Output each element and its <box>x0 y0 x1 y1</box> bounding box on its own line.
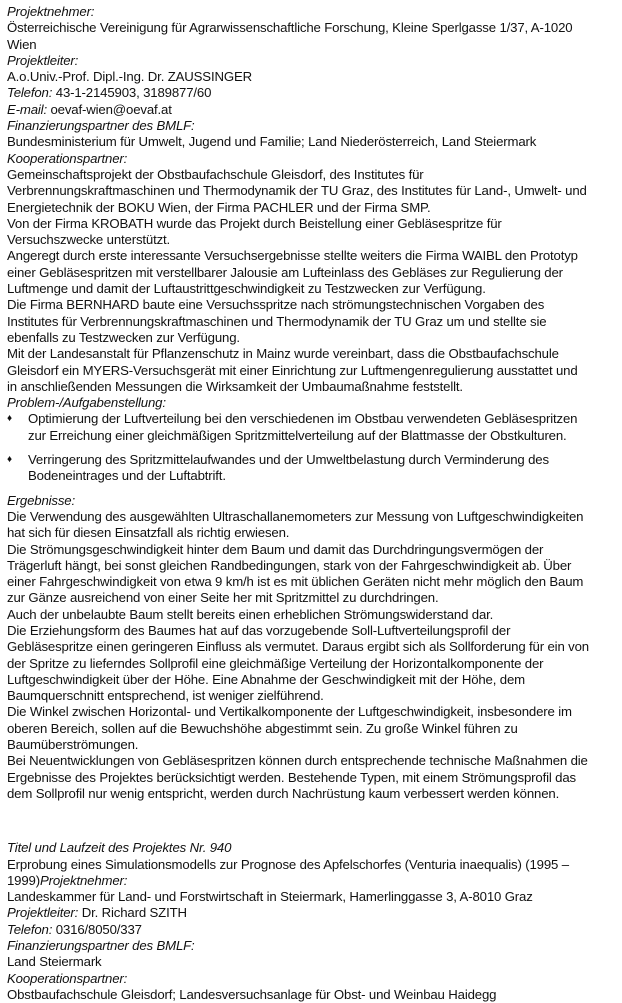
ergebnisse-line: Baumquerschnitt entsprechend, ist weniger zielführend. <box>7 688 324 704</box>
diamond-bullet-icon: ♦ <box>7 454 12 466</box>
ergebnisse-line: Die Erziehungsform des Baumes hat auf das vorzugebende Soll-Luftverteilungsprofil der <box>7 622 511 638</box>
ergebnisse-line: Luftgeschwindigkeit über der Höhe. Eine Abnahme der Geschwindigkeit mit der Höhe, dem <box>7 671 525 687</box>
bullet-line: Optimierung der Luftverteilung bei den verschiedenen im Obstbau verwendeten Gebläsespritzen <box>28 411 578 427</box>
kooperation-line: einer Gebläsespritzen mit verstellbarer Jalousie am Lufteinlass des Gebläses zur Regulierung der <box>7 264 563 280</box>
finanzierung-label: Finanzierungspartner des BMLF: <box>7 938 195 954</box>
ergebnisse-text <box>7 509 619 802</box>
problem-bullet-item <box>7 452 619 485</box>
titel-and-projektnehmer-row <box>7 873 619 889</box>
kooperation-label: Kooperationspartner: <box>7 970 128 986</box>
kooperation-line: Gleisdorf ein MYERS-Versuchsgerät mit einer Einrichtung zur Luftmengenregulierung ausstattet und <box>7 362 578 378</box>
kooperation-value: Obstbaufachschule Gleisdorf; Landesversuchsanlage für Obst- und Weinbau Haidegg <box>7 986 497 1002</box>
ergebnisse-line: Auch der unbelaubte Baum stellt bereits einen erheblichen Strömungswiderstand dar. <box>7 606 494 622</box>
ergebnisse-line: einer Fahrgeschwindigkeit von etwa 9 km/h ist es mit üblichen Geräten nicht mehr möglich den Baum <box>7 574 584 590</box>
telefon-row <box>7 922 619 938</box>
ergebnisse-line: Gebläsespritze einen geringeren Einfluss als vermutet. Daraus ergibt sich als Sollforderung für ein von <box>7 639 589 655</box>
bullet-line: Verringerung des Spritzmittelaufwandes und der Umweltbelastung durch Verminderung des <box>28 452 549 468</box>
problem-label: Problem-/Aufgabenstellung: <box>7 395 166 411</box>
projektleiter-value: A.o.Univ.-Prof. Dipl.-Ing. Dr. ZAUSSINGER <box>7 69 252 85</box>
titel-label: Titel und Laufzeit des Projektes Nr. 940 <box>7 840 232 856</box>
ergebnisse-line: der Spritze zu lieferndes Sollprofil eine gleichmäßige Verteilung der Horizontalkomponente der <box>7 655 544 671</box>
bullet-line: zur Erreichung einer gleichmäßigen Spritzmittelverteilung auf der Blattmasse der Obstkulturen. <box>28 427 567 443</box>
kooperation-line: Energietechnik der BOKU Wien, der Firma PACHLER und der Firma SMP. <box>7 199 431 215</box>
section-spacer <box>7 802 619 840</box>
kooperation-line: Gemeinschaftsprojekt der Obstbaufachschule Gleisdorf, des Institutes für <box>7 166 424 182</box>
projektnehmer-label: Projektnehmer: <box>7 4 95 19</box>
titel-value-end: 1999) <box>7 872 40 888</box>
telefon-value: 43-1-2145903, 3189877/60 <box>52 85 212 101</box>
projektleiter-label: Projektleiter: <box>7 52 79 68</box>
kooperation-line: Institutes für Verbrennungskraftmaschinen und Thermodynamik der TU Graz um und stellte sie <box>7 313 547 329</box>
problem-bullet-item <box>7 411 619 444</box>
ergebnisse-line: oberen Bereich, sollen auf die Bewuchshöhe abgestimmt sein. Zu große Winkel führen zu <box>7 720 518 736</box>
ergebnisse-line: Trägerluft hängt, bei sonst gleichen Randbedingungen, stark von der Fahrgeschwindigkeit ab. Über <box>7 557 572 573</box>
ergebnisse-line: Baumüberströmungen. <box>7 737 139 753</box>
projektnehmer-value-line: Wien <box>7 36 37 52</box>
kooperation-line: Mit der Landesanstalt für Pflanzenschutz in Mainz wurde vereinbart, dass die Obstbaufachschule <box>7 346 559 362</box>
ergebnisse-line: hat sich für diesen Einsatzfall als richtig erwiesen. <box>7 525 290 541</box>
projektleiter-row <box>7 905 619 921</box>
ergebnisse-line: zur Gänze ausreichend von einer Seite her mit Spritzmittel zu durchdringen. <box>7 590 439 606</box>
email-value: oevaf-wien@oevaf.at <box>46 101 172 117</box>
projektleiter-value: Dr. Richard SZITH <box>78 905 187 921</box>
kooperation-line: Die Firma BERNHARD baute eine Versuchsspritze nach strömungstechnischen Vorgaben des <box>7 297 545 313</box>
finanzierung-value: Bundesministerium für Umwelt, Jugend und Familie; Land Niederösterreich, Land Steiermark <box>7 134 537 150</box>
projektnehmer-label: Projektnehmer: <box>39 872 128 888</box>
telefon-row <box>7 85 619 101</box>
telefon-value: 0316/8050/337 <box>52 921 142 937</box>
finanzierung-label: Finanzierungspartner des BMLF: <box>7 118 195 134</box>
project-section-1 <box>7 4 619 802</box>
ergebnisse-line: Bei Neuentwicklungen von Gebläsespritzen können durch entsprechende technische Maßnahmen die <box>7 753 588 769</box>
problem-bullet-list <box>7 411 619 484</box>
bullet-line: Bodeneintrages und der Luftabtrift. <box>28 468 226 484</box>
diamond-bullet-icon: ♦ <box>7 413 12 425</box>
projektnehmer-value-line: Österreichische Vereinigung für Agrarwissenschaftliche Forschung, Kleine Sperlgasse 1/37, A-1020 <box>7 20 573 36</box>
email-row <box>7 102 619 118</box>
document-page <box>7 4 619 1003</box>
projektnehmer-value: Landeskammer für Land- und Forstwirtschaft in Steiermark, Hamerlinggasse 3, A-8010 Graz <box>7 889 533 905</box>
telefon-label: Telefon: <box>7 85 53 101</box>
kooperation-label: Kooperationspartner: <box>7 150 128 166</box>
kooperation-line: Luftmenge und damit der Luftaustrittgeschwindigkeit zu Testzwecken zur Verfügung. <box>7 281 486 297</box>
kooperation-text <box>7 167 619 395</box>
kooperation-line: in anschließenden Messungen die Wirksamkeit der Umbaumaßnahme feststellt. <box>7 378 463 394</box>
ergebnisse-line: Die Winkel zwischen Horizontal- und Vertikalkomponente der Luftgeschwindigkeit, insbesondere im <box>7 704 572 720</box>
ergebnisse-label: Ergebnisse: <box>7 492 75 508</box>
telefon-label: Telefon: <box>7 921 53 937</box>
kooperation-line: Verbrennungskraftmaschinen und Thermodynamik der TU Graz, des Institutes für Land-, Umwelt- und <box>7 183 587 199</box>
email-label: E-mail: <box>7 101 47 117</box>
ergebnisse-line: Ergebnisse des Projektes berücksichtigt werden. Bestehende Typen, mit einem Strömungsprofil das <box>7 769 576 785</box>
ergebnisse-line: dem Sollprofil nur wenig entspricht, werden durch Nachrüstung kaum verbessert werden können. <box>7 785 560 801</box>
project-section-2 <box>7 840 619 1003</box>
ergebnisse-line: Die Strömungsgeschwindigkeit hinter dem Baum und damit das Durchdringungsvermögen der <box>7 541 544 557</box>
kooperation-line: Versuchszwecke unterstützt. <box>7 232 171 248</box>
titel-value: Erprobung eines Simulationsmodells zur Prognose des Apfelschorfes (Venturia inaequalis) (1995 – <box>7 856 569 872</box>
finanzierung-value: Land Steiermark <box>7 954 102 970</box>
ergebnisse-line: Die Verwendung des ausgewählten Ultraschallanemometers zur Messung von Luftgeschwindigkeiten <box>7 508 584 524</box>
kooperation-line: Von der Firma KROBATH wurde das Projekt durch Beistellung einer Gebläsespritze für <box>7 215 502 231</box>
kooperation-line: Angeregt durch erste interessante Versuchsergebnisse stellte weiters die Firma WAIBL den Prototyp <box>7 248 578 264</box>
projektleiter-label: Projektleiter: <box>7 905 79 921</box>
kooperation-line: ebenfalls zu Testzwecken zur Verfügung. <box>7 329 240 345</box>
